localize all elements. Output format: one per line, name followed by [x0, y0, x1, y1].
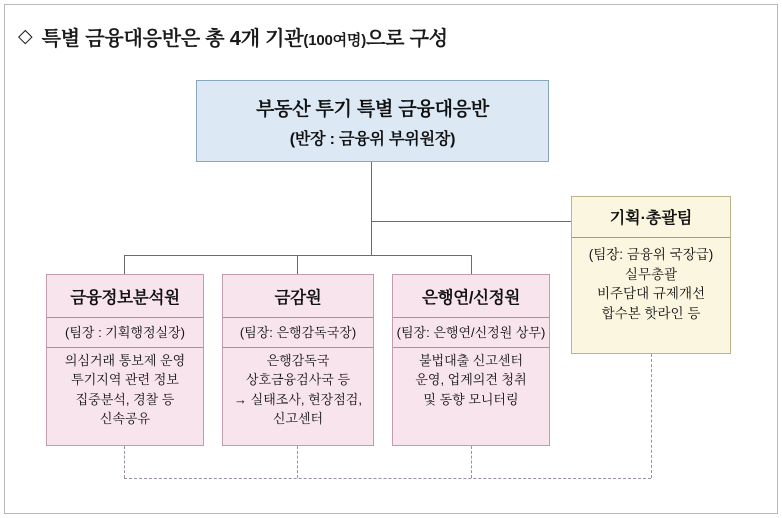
node-financial-supervisory-service: [222, 274, 374, 446]
bottom-box-line: 신고센터: [272, 411, 324, 427]
bottom-box-line: 집중분석, 경찰 등: [75, 391, 175, 407]
dashed-bottom-bus: [124, 478, 651, 479]
bottom-box-lead: (팀장: 은행감독국장): [239, 325, 357, 340]
bottom-box-line: 의심거래 통보제 운영: [64, 352, 186, 368]
bottom-box-body: [393, 348, 549, 410]
connector-drop-1: [124, 255, 125, 274]
right-box-line: 비주담대 규제개선: [596, 286, 706, 302]
node-financial-intelligence-unit: [46, 274, 204, 446]
bottom-box-line: 신속공유: [99, 411, 151, 427]
connector-bottom-horizontal: [124, 255, 472, 256]
connector-top-vertical: [371, 162, 372, 221]
page-title: [18, 22, 448, 51]
bottom-box-line: 상호금융검사국 등: [245, 372, 351, 388]
bottom-box-body: [223, 348, 373, 429]
node-special-finance-task-force: [196, 80, 549, 162]
top-box-subtitle: (반장 : 금융위 부위원장): [289, 130, 456, 148]
connector-drop-2: [297, 255, 298, 274]
right-box-body: [572, 238, 730, 323]
dashed-drop-4: [651, 354, 652, 478]
bottom-box-line: 투기지역 관련 정보: [71, 372, 179, 388]
right-box-line: 합수본 핫라인 등: [601, 305, 701, 321]
node-bank-federation-credit-bureau: [392, 274, 550, 446]
dashed-drop-1: [124, 446, 125, 478]
bottom-box-head: 금감원: [274, 289, 322, 307]
bottom-box-lead: (팀장: 은행연/신정원 상무): [396, 325, 546, 340]
page-title-text: [42, 22, 448, 51]
bottom-box-line: 운영, 업계의견 청취: [415, 372, 527, 388]
diamond-bullet-icon: ◇: [18, 26, 33, 47]
title-part-1: 특별 금융대응반은 총 4개 기관: [41, 28, 304, 50]
title-part-count: (100여명): [303, 32, 367, 49]
bottom-box-line: 은행감독국: [266, 352, 330, 368]
right-box-line: 실무총괄: [624, 266, 678, 282]
dashed-drop-2: [297, 446, 298, 478]
bottom-box-line: 불법대출 신고센터: [418, 352, 524, 368]
connector-drop-3: [471, 255, 472, 274]
title-part-2: 으로 구성: [366, 28, 448, 50]
bottom-box-line: 및 동향 모니터링: [423, 391, 519, 407]
bottom-box-head: 금융정보분석원: [70, 289, 180, 307]
dashed-drop-3: [471, 446, 472, 478]
connector-mid-vertical: [371, 221, 372, 255]
bottom-box-body: [47, 348, 203, 429]
right-box-head: 기획·총괄팀: [609, 210, 693, 227]
right-box-line: (팀장: 금융위 국장급): [588, 247, 714, 262]
connector-right-horizontal: [371, 221, 571, 222]
bottom-box-head: 은행연/신정원: [421, 289, 521, 307]
bottom-box-line: → 실태조사, 현장점검,: [234, 391, 362, 407]
node-planning-team: [571, 196, 731, 354]
top-box-title: 부동산 투기 특별 금융대응반: [255, 98, 490, 120]
bottom-box-lead: (팀장 : 기획행정실장): [65, 325, 185, 340]
